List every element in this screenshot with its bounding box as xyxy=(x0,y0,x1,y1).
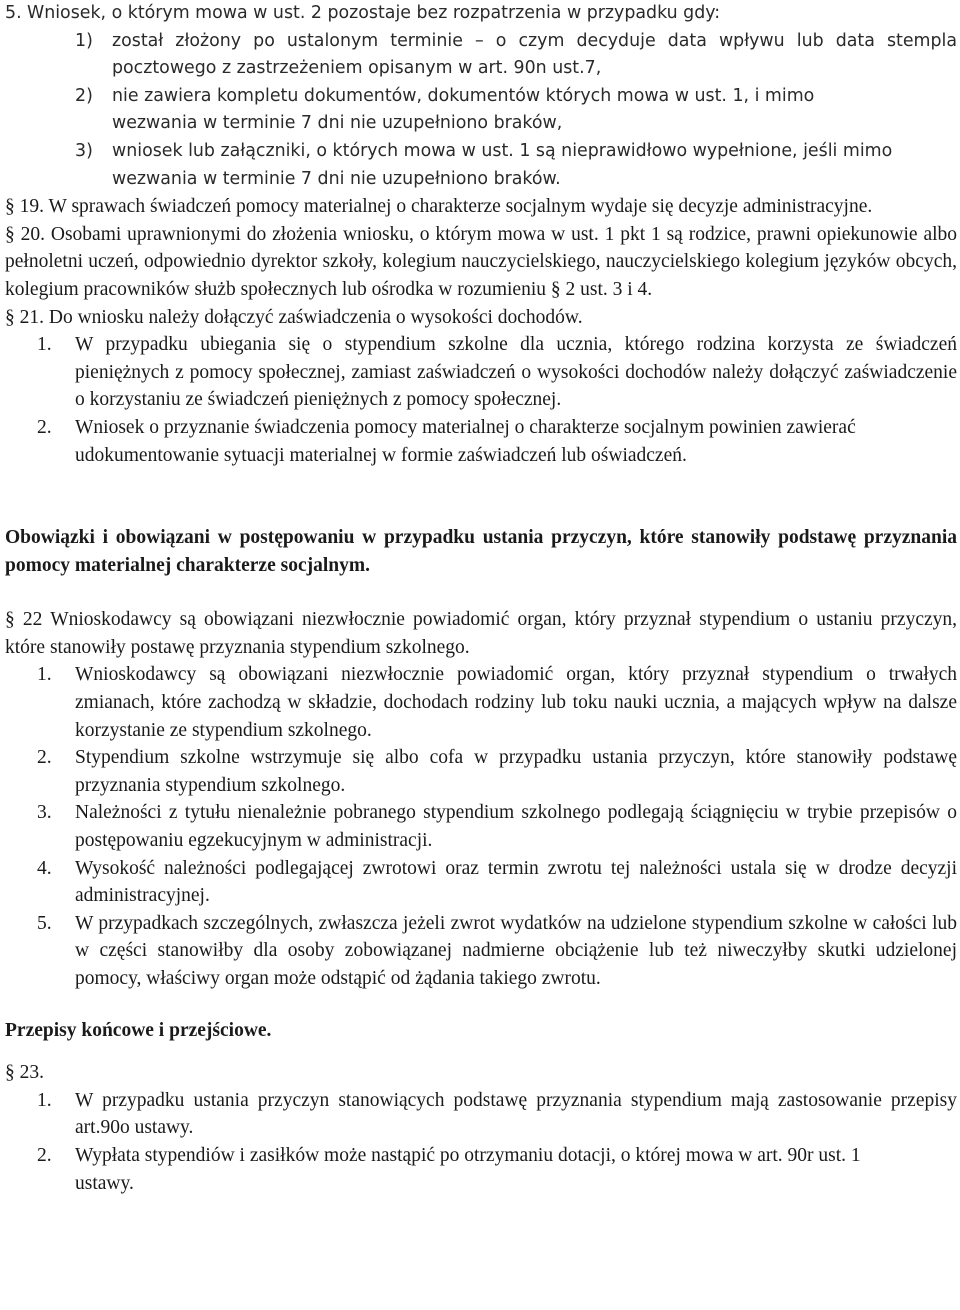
list-item-text: Należności z tytułu nienależnie pobranego stypendium szkolnego podlegają ściągnięciu w trybie przepisów o postępowaniu egzekucyjnym w administracji. xyxy=(75,802,957,852)
section-20 xyxy=(5,221,957,304)
section-number: 22 xyxy=(22,609,43,631)
list-item xyxy=(5,138,957,193)
document-page xyxy=(5,0,957,1197)
section-number: 20. xyxy=(20,223,45,245)
list-item xyxy=(5,910,957,993)
list-item-number: 2) xyxy=(75,85,93,106)
section-sign: § xyxy=(5,223,15,245)
section-number: 19. xyxy=(19,196,44,218)
list-item-text: W przypadku ustania przyczyn stanowiących podstawę przyznania stypendium mają zastosowanie przepisy art.90o ustawy. xyxy=(75,1089,957,1139)
section-header xyxy=(5,304,957,332)
section-sign: § xyxy=(5,1062,15,1084)
section-text: Wnioskodawcy są obowiązani niezwłocznie powiadomić organ, który przyznał stypendium o ustaniu przyczyn, które stanowiły postawę przyznania stypendium szkolnego. xyxy=(5,609,957,658)
section-sign: § xyxy=(5,196,15,218)
list-item xyxy=(5,661,957,744)
list-item xyxy=(5,744,957,799)
list-item-text: Wniosek o przyznanie świadczenia pomocy materialnej o charakterze socjalnym powinien zawierać udokumentowanie sytuacji materialnej w formie zaświadczeń lub oświadczeń. xyxy=(75,416,856,466)
section-23 xyxy=(5,1059,957,1197)
list-item-text: Wnioskodawcy są obowiązani niezwłocznie powiadomić organ, który przyznał stypendium o trwałych zmianach, które zachodzą w składzie, dochodach rodziny lub toku nauki ucznia, a mających wpływ na dalsze korzystanie ze stypendium szkolnego. xyxy=(75,664,957,741)
paragraph-text: Wniosek, o którym mowa w ust. 2 pozostaje bez rozpatrzenia w przypadku gdy: xyxy=(27,3,721,23)
list-item-text: został złożony po ustalonym terminie – o czym decyduje data wpływu lub data stempla pocztowego z zastrzeżeniem opisanym w art. 90n ust.7, xyxy=(112,30,957,79)
list-item xyxy=(5,83,957,138)
list-item-text: Wypłata stypendiów i zasiłków może nastąpić po otrzymaniu dotacji, o której mowa w art. 90r ust. 1 ustawy. xyxy=(75,1144,861,1194)
section-text: Do wniosku należy dołączyć zaświadczenia o wysokości dochodów. xyxy=(48,306,583,328)
section-sign: § xyxy=(5,306,15,328)
list-item-number: 2. xyxy=(37,1144,52,1166)
list-item xyxy=(5,799,957,854)
section-22 xyxy=(5,606,957,992)
list-item-text: Stypendium szkolne wstrzymuje się albo cofa w przypadku ustania przyczyn, które stanowiły podstawę przyznania stypendium szkolnego. xyxy=(75,747,957,796)
section-sign: § xyxy=(5,609,15,631)
list-item-text: wniosek lub załączniki, o których mowa w ust. 1 są nieprawidłowo wypełnione, jeśli mimo wezwania w terminie 7 dni nie uzupełniono braków. xyxy=(112,140,893,189)
list-item-number: 3. xyxy=(37,802,52,824)
list-item-text: Wysokość należności podlegającej zwrotowi oraz termin zwrotu tej należności ustala się w drodze decyzji administracyjnej. xyxy=(75,857,957,907)
list-item-text: W przypadku ubiegania się o stypendium szkolne dla ucznia, którego rodzina korzysta ze świadczeń pieniężnych z pomocy społecznej, zamiast zaświadczeń o wysokości dochodów należy dołączyć zaświadczenie o korzystaniu ze świadczeń pieniężnych z pomocy społecznej. xyxy=(75,334,957,411)
list-item xyxy=(5,331,957,414)
paragraph-number: 5. xyxy=(5,3,22,23)
list-item-number: 1. xyxy=(37,664,52,686)
section-19 xyxy=(5,193,957,221)
list-item-number: 4. xyxy=(37,857,52,879)
list-item xyxy=(5,1087,957,1142)
list-item xyxy=(5,855,957,910)
section-text: Osobami uprawnionymi do złożenia wniosku, o którym mowa w ust. 1 pkt 1 są rodzice, prawni opiekunowie albo pełnoletni uczeń, odpowiednio dyrektor szkoły, kolegium nauczycielskiego, nauczycielskiego kolegium języków obcych, kolegium pracowników służb społecznych lub ośrodka w rozumieniu § 2 ust. 3 i 4. xyxy=(5,223,958,300)
heading-final-provisions: Przepisy końcowe i przejściowe. xyxy=(5,1019,272,1041)
list-item xyxy=(5,1142,957,1197)
list-item-number: 1. xyxy=(37,334,52,356)
list-item-text: nie zawiera kompletu dokumentów, dokumentów których mowa w ust. 1, i mimo wezwania w terminie 7 dni nie uzupełniono braków, xyxy=(112,85,815,134)
list-item xyxy=(5,414,957,469)
section-21 xyxy=(5,304,957,470)
section-header xyxy=(5,606,957,661)
list-item-number: 3) xyxy=(75,140,93,161)
section-number: 23. xyxy=(19,1062,44,1084)
section-text: W sprawach świadczeń pomocy materialnej o charakterze socjalnym wydaje się decyzje administracyjne. xyxy=(48,196,873,218)
list-item-number: 1) xyxy=(75,30,93,51)
section-number: 21. xyxy=(19,306,44,328)
list-item xyxy=(5,28,957,83)
list-item-number: 2. xyxy=(37,747,52,769)
list-item-number: 1. xyxy=(37,1089,52,1111)
paragraph-5-intro xyxy=(5,0,957,28)
list-item-number: 2. xyxy=(37,416,52,438)
section-header xyxy=(5,1059,957,1087)
list-item-text: W przypadkach szczególnych, zwłaszcza jeżeli zwrot wydatków na udzielone stypendium szkolne w całości lub w części stanowiłby dla osoby zobowiązanej nadmierne obciążenie lub też niweczyłby skutki udzielonej pomocy, właściwy organ może odstąpić od żądania takiego zwrotu. xyxy=(75,912,957,989)
heading-obligations: Obowiązki i obowiązani w postępowaniu w przypadku ustania przyczyn, które stanowiły podstawę przyznania pomocy materialnej charakterze socjalnym. xyxy=(5,527,957,576)
list-item-number: 5. xyxy=(37,912,52,934)
paragraph-5 xyxy=(5,0,957,193)
